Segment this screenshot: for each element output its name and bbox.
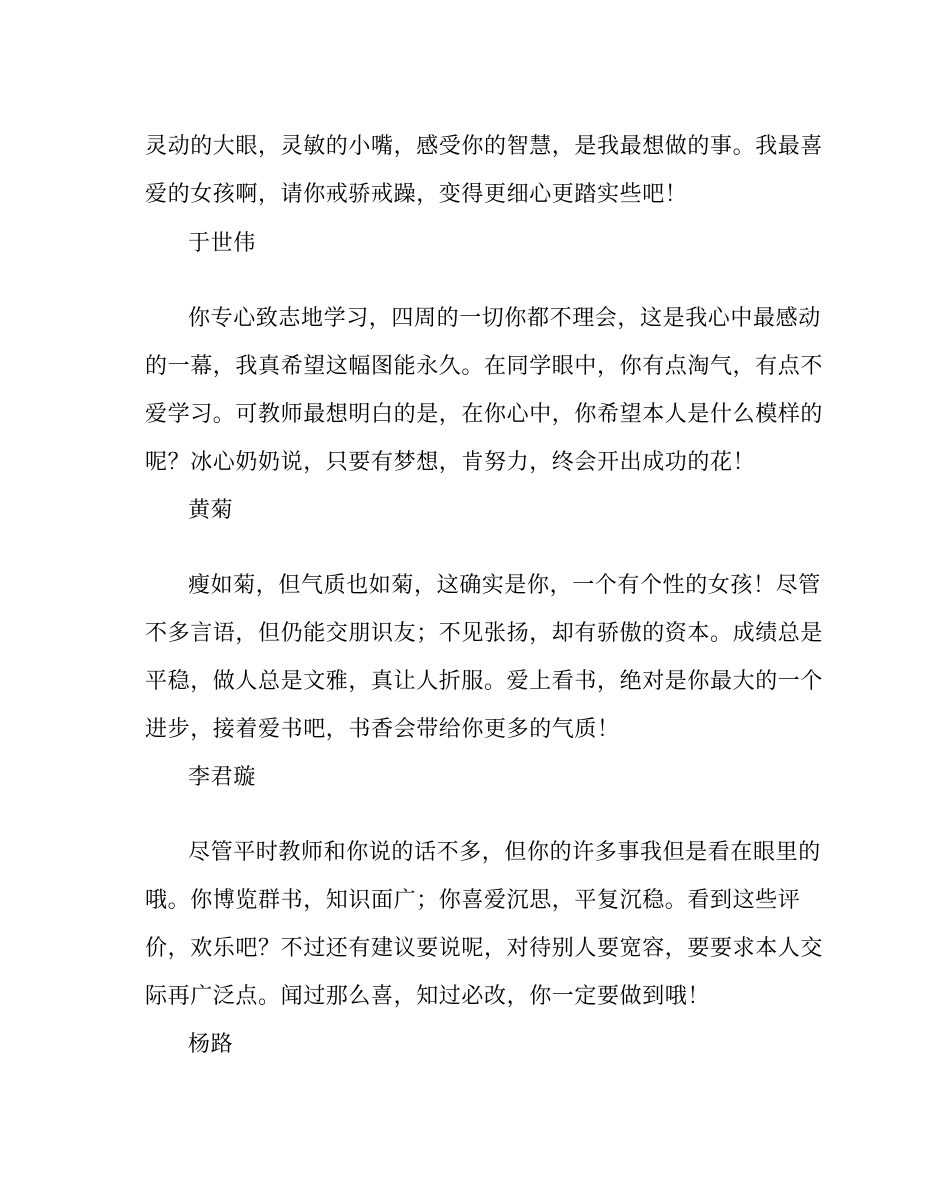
paragraph-line: 的一幕，我真希望这幅图能永久。在同学眼中，你有点淘气，有点不 [145, 354, 824, 379]
paragraph-line: 哦。你博览群书，知识面广；你喜爱沉思，平复沉稳。看到这些评 [145, 888, 801, 913]
student-name: 于世伟 [188, 231, 256, 256]
paragraph-line: 进步，接着爱书吧，书香会带给你更多的气质！ [145, 717, 620, 742]
paragraph-line: 不多言语，但仍能交朋识友；不见张扬，却有骄傲的资本。成绩总是 [145, 621, 824, 646]
paragraph-line: 呢？冰心奶奶说，只要有梦想，肯努力，终会开出成功的花！ [145, 450, 756, 475]
student-name: 杨路 [188, 1032, 234, 1057]
paragraph-line: 爱的女孩啊，请你戒骄戒躁，变得更细心更踏实些吧！ [145, 182, 688, 207]
student-name: 黄菊 [188, 498, 234, 523]
paragraph-line: 瘦如菊，但气质也如菊，这确实是你，一个有个性的女孩！尽管 [188, 573, 821, 598]
paragraph-line: 平稳，做人总是文雅，真让人折服。爱上看书，绝对是你最大的一个 [145, 669, 824, 694]
paragraph-line: 你专心致志地学习，四周的一切你都不理会，这是我心中最感动 [188, 306, 821, 331]
paragraph-line: 爱学习。可教师最想明白的是，在你心中，你希望本人是什么模样的 [145, 402, 824, 427]
student-name: 李君璇 [188, 765, 256, 790]
paragraph-line: 尽管平时教师和你说的话不多，但你的许多事我但是看在眼里的 [188, 840, 821, 865]
paragraph-line: 际再广泛点。闻过那么喜，知过必改，你一定要做到哦！ [145, 984, 711, 1009]
paragraph-line: 灵动的大眼，灵敏的小嘴，感受你的智慧，是我最想做的事。我最喜 [145, 134, 824, 159]
paragraph-line: 价，欢乐吧？不过还有建议要说呢，对待别人要宽容，要要求本人交 [145, 936, 824, 961]
